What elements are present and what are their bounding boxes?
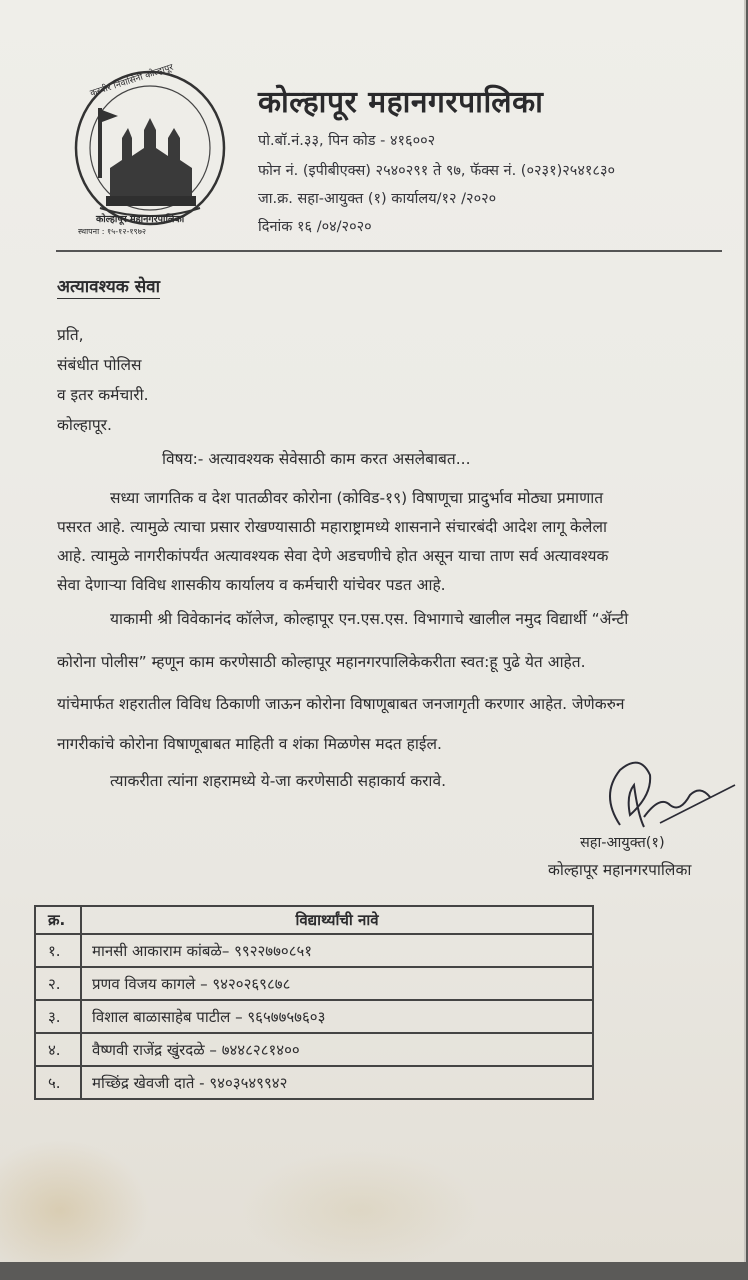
signatory-org: कोल्हापूर महानगरपालिका [548, 861, 692, 879]
table-row [35, 1033, 593, 1066]
letter-date: दिनांक १६ /०४/२०२० [258, 219, 372, 235]
phone-fax-line: फोन नं. (इपीबीएक्स) २५४०२९१ ते ९७, फॅक्स नं. (०२३१)२५४१८३० [258, 163, 616, 179]
table-row [35, 1066, 593, 1099]
address-line: कोल्हापूर. [57, 416, 112, 434]
serial-cell: ४. [35, 1033, 81, 1066]
column-header-serial: क्र. [35, 906, 81, 934]
paragraph-line: पसरत आहे. त्यामुळे त्याचा प्रसार रोखण्यासाठी महाराष्ट्रामध्ये शासनाने संचारबंदी आदेश लागू केलेला [57, 518, 607, 536]
student-cell: वैष्णवी राजेंद्र खुंरदळे – ७४४८२८१४०० [81, 1033, 593, 1066]
student-cell: प्रणव विजय कागले – ९४२०२६९८७८ [81, 967, 593, 1000]
header-divider [56, 250, 722, 252]
student-cell: मानसी आकाराम कांबळे– ९९२२७७०८५१ [81, 934, 593, 967]
serial-cell: २. [35, 967, 81, 1000]
paragraph-line: कोरोना पोलीस” म्हणून काम करणेसाठी कोल्हापूर महानगरपालिकेकरीता स्वत:हू पुढे येत आहेत. [57, 653, 586, 671]
address-line: संबंधीत पोलिस [57, 356, 142, 374]
table-row [35, 1000, 593, 1033]
table-row [35, 934, 593, 967]
reference-number: जा.क्र. सहा-आयुक्त (१) कार्यालय/१२ /२०२० [258, 191, 497, 207]
paragraph-line: नागरीकांचे कोरोना विषाणूबाबत माहिती व शंका मिळणेस मदत हाईल. [57, 735, 442, 753]
table-row [35, 967, 593, 1000]
address-line: व इतर कर्मचारी. [57, 386, 149, 404]
paragraph-line: आहे. त्यामुळे नागरीकांपर्यंत अत्यावश्यक सेवा देणे अडचणीचे होत असून याचा ताण सर्व अत्यावश्यक [57, 547, 609, 565]
serial-cell: १. [35, 934, 81, 967]
org-name: कोल्हापूर महानगरपालिका [258, 85, 544, 120]
serial-cell: ३. [35, 1000, 81, 1033]
student-cell: मच्छिंद्र खेवजी दाते - ९४०३५४९९४२ [81, 1066, 593, 1099]
students-table [34, 905, 594, 1100]
serial-cell: ५. [35, 1066, 81, 1099]
table-header-row [35, 906, 593, 934]
paragraph-line: याकामी श्री विवेकानंद कॉलेज, कोल्हापूर एन.एस.एस. विभागाचे खालील नमुद विद्यार्थी “ॲन्टी [110, 610, 629, 628]
paper-stain [0, 1140, 150, 1280]
background-surface [0, 1262, 748, 1280]
letter-heading: अत्यावश्यक सेवा [57, 274, 160, 299]
po-pin-line: पो.बॉ.नं.३३, पिन कोड - ४१६००२ [258, 133, 436, 149]
paragraph-line: सेवा देणाऱ्या विविध शासकीय कार्यालय व कर्मचारी यांचेवर पडत आहे. [57, 576, 446, 594]
paragraph-line: सध्या जागतिक व देश पातळीवर कोरोना (कोविड-१९) विषाणूचा प्रादुर्भाव मोठ्या प्रमाणात [110, 489, 604, 507]
emblem-arc-text: करवीर निवासिनी कोल्हापूर [89, 62, 175, 100]
emblem-bottom-text: कोल्हापूर महानगरपालिका [96, 214, 185, 225]
letter-subject: विषय:- अत्यावश्यक सेवेसाठी काम करत असलेबाबत... [162, 450, 471, 468]
signatory-title: सहा-आयुक्त(१) [580, 835, 665, 851]
column-header-names: विद्यार्थ्यांची नावे [81, 906, 593, 934]
emblem-est-text: स्थापना : १५-१२-१९७२ [78, 227, 147, 236]
paragraph-line: त्याकरीता त्यांना शहरामध्ये ये-जा करणेसाठी सहाकार्य करावे. [110, 772, 446, 790]
student-cell: विशाल बाळासाहेब पाटील – ९६५७७५७६०३ [81, 1000, 593, 1033]
address-line: प्रति, [57, 326, 84, 344]
paper-stain [240, 1150, 480, 1270]
paragraph-line: यांचेमार्फत शहरातील विविध ठिकाणी जाऊन कोरोना विषाणूबाबत जनजागृती करणार आहेत. जेणेकरुन [57, 695, 625, 713]
